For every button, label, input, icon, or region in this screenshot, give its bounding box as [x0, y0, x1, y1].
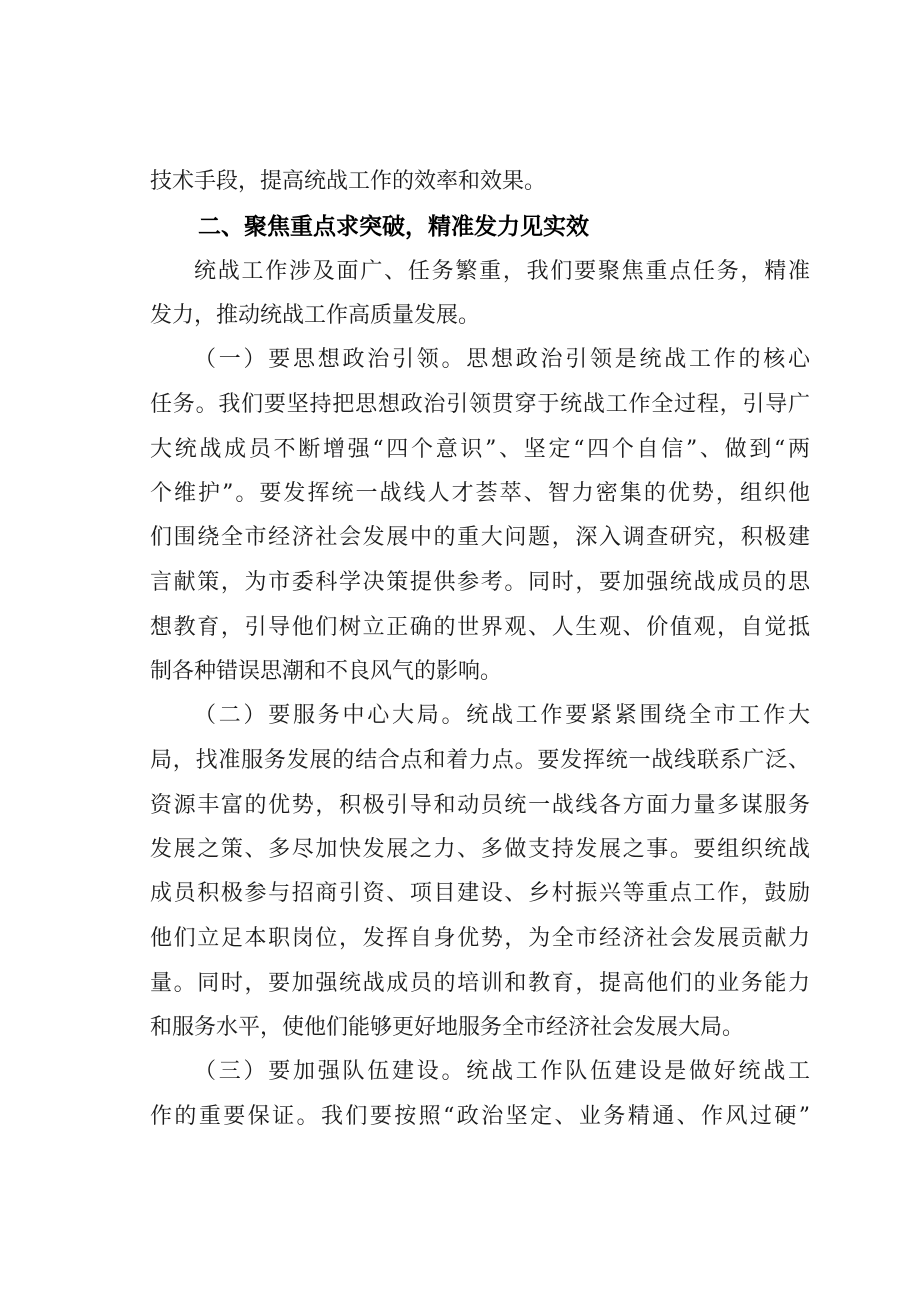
paragraph-line: 言献策，为市委科学决策提供参考。同时，要加强统战成员的思 — [150, 570, 810, 595]
paragraph-line: 大统战成员不断增强“四个意识”、坚定“四个自信”、做到“两 — [150, 437, 810, 462]
paragraph-line: （二）要服务中心大局。统战工作要紧紧围绕全市工作大 — [194, 703, 810, 728]
paragraph-line: 想教育，引导他们树立正确的世界观、人生观、价值观，自觉抵 — [150, 615, 810, 640]
paragraph-line: 他们立足本职岗位，发挥自身优势，为全市经济社会发展贡献力 — [150, 926, 810, 951]
paragraph-line: 作的重要保证。我们要按照“政治坚定、业务精通、作风过硬” — [150, 1104, 810, 1129]
paragraph-line: 技术手段，提高统战工作的效率和效果。 — [150, 169, 547, 194]
paragraph-line: 统战工作涉及面广、任务繁重，我们要聚焦重点任务，精准 — [194, 259, 810, 284]
paragraph-line: （三）要加强队伍建设。统战工作队伍建设是做好统战工 — [194, 1059, 810, 1084]
paragraph-line: （一）要思想政治引领。思想政治引领是统战工作的核心 — [194, 347, 810, 372]
paragraph-line: 和服务水平，使他们能够更好地服务全市经济社会发展大局。 — [150, 1015, 745, 1040]
paragraph-line: 发展之策、多尽加快发展之力、多做支持发展之事。要组织统战 — [150, 837, 810, 862]
paragraph-line: 量。同时，要加强统战成员的培训和教育，提高他们的业务能力 — [150, 971, 810, 996]
paragraph-line: 任务。我们要坚持把思想政治引领贯穿于统战工作全过程，引导广 — [150, 392, 810, 417]
paragraph-line: 成员积极参与招商引资、项目建设、乡村振兴等重点工作，鼓励 — [150, 881, 810, 906]
paragraph-line: 个维护”。要发挥统一战线人才荟萃、智力密集的优势，组织他 — [150, 481, 810, 506]
paragraph-line: 们围绕全市经济社会发展中的重大问题，深入调查研究，积极建 — [150, 525, 810, 550]
paragraph-line: 局，找准服务发展的结合点和着力点。要发挥统一战线联系广泛、 — [150, 748, 810, 773]
paragraph-line: 发力，推动统战工作高质量发展。 — [150, 303, 481, 328]
paragraph-line: 制各种错误思潮和不良风气的影响。 — [150, 659, 503, 684]
paragraph-line: 资源丰富的优势，积极引导和动员统一战线各方面力量多谋服务 — [150, 793, 810, 818]
section-heading: 二、聚焦重点求突破，精准发力见实效 — [198, 214, 589, 240]
